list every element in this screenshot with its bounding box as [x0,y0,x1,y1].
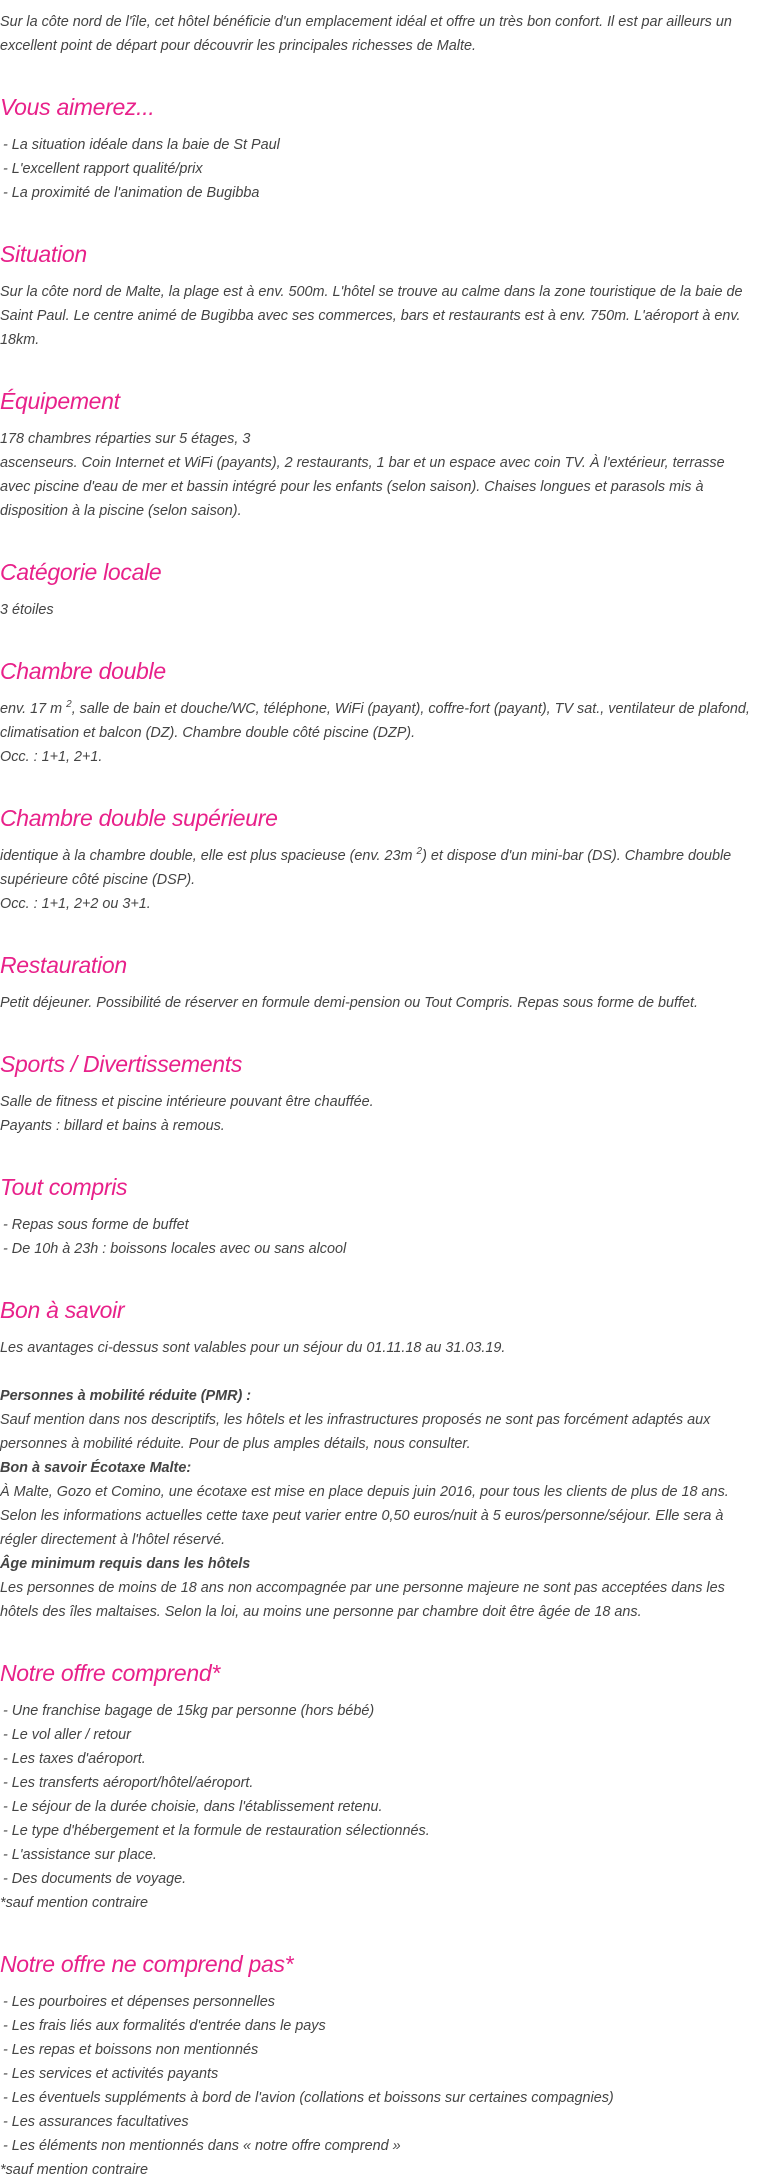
list-item: - Des documents de voyage. [3,1867,753,1891]
restauration-text: Petit déjeuner. Possibilité de réserver en formule demi-pension ou Tout Compris. Repas sous forme de buffet. [0,995,699,1011]
pmr-title: Personnes à mobilité réduite (PMR) : [0,1388,252,1404]
section-title-restauration: Restauration [0,952,127,978]
chambre-sup-sup: 2 [416,846,423,858]
sports-line1: Salle de fitness et piscine intérieure pouvant être chauffée. [0,1094,374,1110]
list-item: - Les transferts aéroport/hôtel/aéroport. [3,1771,753,1795]
offre-comprend-list [0,1699,753,1891]
chambre-double-pre: env. 17 m [0,701,67,717]
chambre-sup-pre: identique à la chambre double, elle est plus spacieuse (env. 23m [0,848,417,864]
section-title-equipement: Équipement [0,388,120,414]
section-title-vous-aimerez: Vous aimerez... [0,94,155,120]
list-item: - Les repas et boissons non mentionnés [3,2038,753,2062]
section-title-categorie: Catégorie locale [0,559,162,585]
list-item: - Les services et activités payants [3,2062,753,2086]
list-item: - Une franchise bagage de 15kg par personne (hors bébé) [3,1699,753,1723]
avantages-text: Les avantages ci-dessus sont valables pour un séjour du 01.11.18 au 31.03.19. [0,1340,506,1356]
section-title-situation: Situation [0,241,87,267]
pmr-text: Sauf mention dans nos descriptifs, les hôtels et les infrastructures proposés ne sont pas forcément adaptés aux personnes à mobilité réduite. Pour de plus amples détails, nous consulter. [0,1412,711,1452]
chambre-double-text [0,697,753,745]
situation-text: Sur la côte nord de Malte, la plage est à env. 500m. L'hôtel se trouve au calme dans la zone touristique de la baie de Saint Paul. Le centre animé de Bugibba avec ses commerces, bars et restaurants est à env. 750m. L'aéroport à env. 18km. [0,284,743,348]
chambre-double-post: , salle de bain et douche/WC, téléphone, WiFi (payant), coffre-fort (payant), TV sat., ventilateur de plafond, climatisation et balcon (DZ). Chambre double côté piscine (DZP). [0,701,750,741]
list-item: - La proximité de l'animation de Bugibba [3,181,753,205]
chambre-sup-text [0,844,753,892]
chambre-double-occ: Occ. : 1+1, 2+1. [0,749,103,765]
list-item: - Les taxes d'aéroport. [3,1747,753,1771]
section-title-bon-a-savoir: Bon à savoir [0,1297,125,1323]
section-title-sports: Sports / Divertissements [0,1051,243,1077]
list-item: - La situation idéale dans la baie de St Paul [3,133,753,157]
ecotaxe-title: Bon à savoir Écotaxe Malte: [0,1460,192,1476]
tout-compris-list [0,1213,753,1261]
list-item: - De 10h à 23h : boissons locales avec ou sans alcool [3,1237,753,1261]
list-item: - Le séjour de la durée choisie, dans l'établissement retenu. [3,1795,753,1819]
list-item: - Les pourboires et dépenses personnelles [3,1990,753,2014]
offre-comprend-pas-footnote: *sauf mention contraire [0,2162,148,2178]
list-item: - Le type d'hébergement et la formule de restauration sélectionnés. [3,1819,753,1843]
list-item: - Les éventuels suppléments à bord de l'avion (collations et boissons sur certaines compagnies) [3,2086,753,2110]
section-title-offre-comprend-pas: Notre offre ne comprend pas* [0,1951,294,1977]
chambre-sup-post: ) et dispose d'un mini-bar (DS). Chambre double supérieure côté piscine (DSP). [0,848,732,888]
equipement-line1: 178 chambres réparties sur 5 étages, 3 [0,431,251,447]
list-item: - Les éléments non mentionnés dans « notre offre comprend » [3,2134,753,2158]
chambre-double-sup: 2 [66,699,72,711]
chambre-sup-occ: Occ. : 1+1, 2+2 ou 3+1. [0,896,151,912]
section-title-chambre-sup: Chambre double supérieure [0,805,278,831]
vous-aimerez-list [0,133,753,205]
list-item: - Le vol aller / retour [3,1723,753,1747]
ecotaxe-text: À Malte, Gozo et Comino, une écotaxe est mise en place depuis juin 2016, pour tous les clients de plus de 18 ans. Selon les informations actuelles cette taxe peut varier entre 0,50 euros/nuit à 5 euros/personne/séjour. Elle sera à régler directement à l'hôtel réservé. [0,1484,729,1548]
list-item: - L'excellent rapport qualité/prix [3,157,753,181]
categorie-text: 3 étoiles [0,602,54,618]
list-item: - Repas sous forme de buffet [3,1213,753,1237]
sports-line2: Payants : billard et bains à remous. [0,1118,225,1134]
list-item: - Les frais liés aux formalités d'entrée dans le pays [3,2014,753,2038]
offre-comprend-pas-list [0,1990,753,2158]
offre-comprend-footnote: *sauf mention contraire [0,1895,148,1911]
section-title-offre-comprend: Notre offre comprend* [0,1660,220,1686]
section-title-tout-compris: Tout compris [0,1174,128,1200]
age-text: Les personnes de moins de 18 ans non accompagnée par une personne majeure ne sont pas acceptées dans les hôtels des îles maltaises. Selon la loi, au moins une personne par chambre doit être âgée de 18 ans. [0,1580,725,1620]
intro-text: Sur la côte nord de l'île, cet hôtel bénéficie d'un emplacement idéal et offre un très bon confort. Il est par ailleurs un excellent point de départ pour découvrir les principales richesses de Malte. [0,14,732,54]
age-title: Âge minimum requis dans les hôtels [0,1556,251,1572]
spacer [0,1360,753,1384]
equipement-line2: ascenseurs. Coin Internet et WiFi (payants), 2 restaurants, 1 bar et un espace avec coin TV. À l'extérieur, terrasse avec piscine d'eau de mer et bassin intégré pour les enfants (selon saison). Chaises longues et parasols mis à disposition à la piscine (selon saison). [0,455,725,519]
section-title-chambre-double: Chambre double [0,658,166,684]
list-item: - Les assurances facultatives [3,2110,753,2134]
list-item: - L'assistance sur place. [3,1843,753,1867]
